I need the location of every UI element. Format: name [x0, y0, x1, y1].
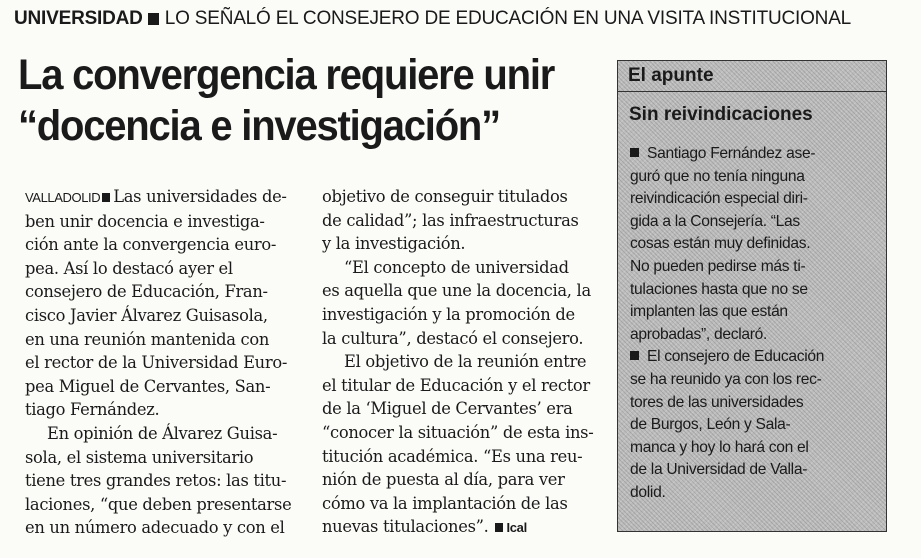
sidebar-line: guró que no tenía ninguna: [630, 167, 805, 185]
sidebar-line: tulaciones hasta que no se: [630, 280, 808, 298]
article-line: el rector de la Universidad Euro-: [25, 353, 288, 373]
square-bullet-icon: [148, 13, 159, 25]
sidebar-line: manca y hoy lo hará con el: [630, 438, 809, 456]
article-line: cómo va la implantación de las: [322, 493, 568, 513]
sidebar-line: de la Universidad de Valla-: [630, 461, 808, 479]
sidebar-line: No pueden pedirse más ti-: [630, 257, 806, 275]
article-line: pea. Así lo destacó ayer el: [25, 258, 233, 278]
article-text: Las universidades de-: [113, 187, 287, 206]
article-line: [25, 185, 305, 210]
article-line: tiene tres grandes retos: las titu-: [25, 471, 287, 491]
article-line: investigación y la promoción de: [322, 304, 575, 324]
section-label: UNIVERSIDAD: [14, 8, 143, 29]
article-line: ción ante la convergencia euro-: [25, 235, 277, 255]
article-line: en una reunión mantenida con: [25, 329, 270, 349]
sidebar-line: gida a la Consejería. “Las: [630, 212, 800, 230]
sidebar-line: [630, 143, 880, 166]
article-column-2: [322, 185, 594, 540]
article-line: El objetivo de la reunión entre: [344, 352, 587, 372]
article-text: nuevas titulaciones”.: [322, 517, 489, 537]
sidebar-line: dolid.: [630, 483, 666, 501]
square-bullet-icon: [102, 193, 110, 202]
article-line: [322, 515, 594, 540]
signature: Ical: [506, 520, 527, 536]
headline: [18, 50, 567, 152]
article-line: es aquella que une la docencia, la: [322, 281, 591, 301]
sidebar-line: se ha reunido ya con los rec-: [630, 370, 822, 388]
sidebar-text: El consejero de Educación: [647, 348, 825, 366]
sidebar-line: implanten las que están: [630, 303, 788, 321]
sidebar-line: [630, 346, 880, 369]
article-line: laciones, “que deben presentarse: [25, 494, 292, 514]
article-line: titución académica. “Es una reu-: [322, 446, 583, 466]
sidebar-label: El apunte: [618, 61, 886, 92]
article-line: tiago Fernández.: [25, 400, 160, 420]
article-line: consejero de Educación, Fran-: [25, 282, 268, 302]
article-line: de calidad”; las infraestructuras: [322, 210, 579, 230]
sidebar-line: cosas están muy definidas.: [630, 235, 811, 253]
article-line: objetivo de conseguir titulados: [322, 187, 568, 206]
article-line: En opinión de Álvarez Guisa-: [47, 423, 278, 443]
headline-line: La convergencia requiere unir: [18, 51, 555, 99]
article-line: en un número adecuado y con el: [25, 518, 285, 538]
sidebar-box: [617, 60, 887, 532]
sidebar-line: de Burgos, León y Sala-: [630, 416, 791, 434]
sidebar-line: tores de las universidades: [630, 393, 804, 411]
article-line: pea Miguel de Cervantes, San-: [25, 376, 271, 396]
square-bullet-icon: [630, 351, 639, 360]
article-line: el titular de Educación y el rector: [322, 375, 590, 395]
square-bullet-icon: [630, 148, 639, 157]
square-bullet-icon: [495, 523, 503, 532]
sidebar-body: [630, 143, 880, 505]
kicker-text: LO SEÑALÓ EL CONSEJERO DE EDUCACIÓN EN UNA VISITA INSTITUCIONAL: [164, 8, 852, 29]
article-line: y la investigación.: [322, 234, 466, 254]
sidebar-title: Sin reivindicaciones: [629, 104, 813, 125]
article-column-1: [25, 185, 305, 540]
article-line: ben unir docencia e investiga-: [25, 211, 265, 231]
article-line: cisco Javier Álvarez Guisasola,: [25, 305, 268, 325]
sidebar-line: aprobadas”, declaró.: [630, 325, 768, 343]
headline-line: “docencia e investigación”: [18, 102, 500, 150]
sidebar-line: reivindicación especial diri-: [630, 190, 808, 208]
article-line: sola, el sistema universitario: [25, 447, 254, 467]
kicker: [14, 8, 914, 30]
article-line: la cultura”, destacó el consejero.: [322, 328, 584, 348]
article-line: de la ‘Miguel de Cervantes’ era: [322, 399, 573, 419]
sidebar-text: Santiago Fernández ase-: [647, 145, 816, 162]
article-line: “El concepto de universidad: [344, 257, 569, 277]
dateline: VALLADOLID: [25, 190, 101, 205]
article-line: “conocer la situación” de esta ins-: [322, 422, 594, 442]
article-line: nión de puesta al día, para ver: [322, 470, 565, 490]
